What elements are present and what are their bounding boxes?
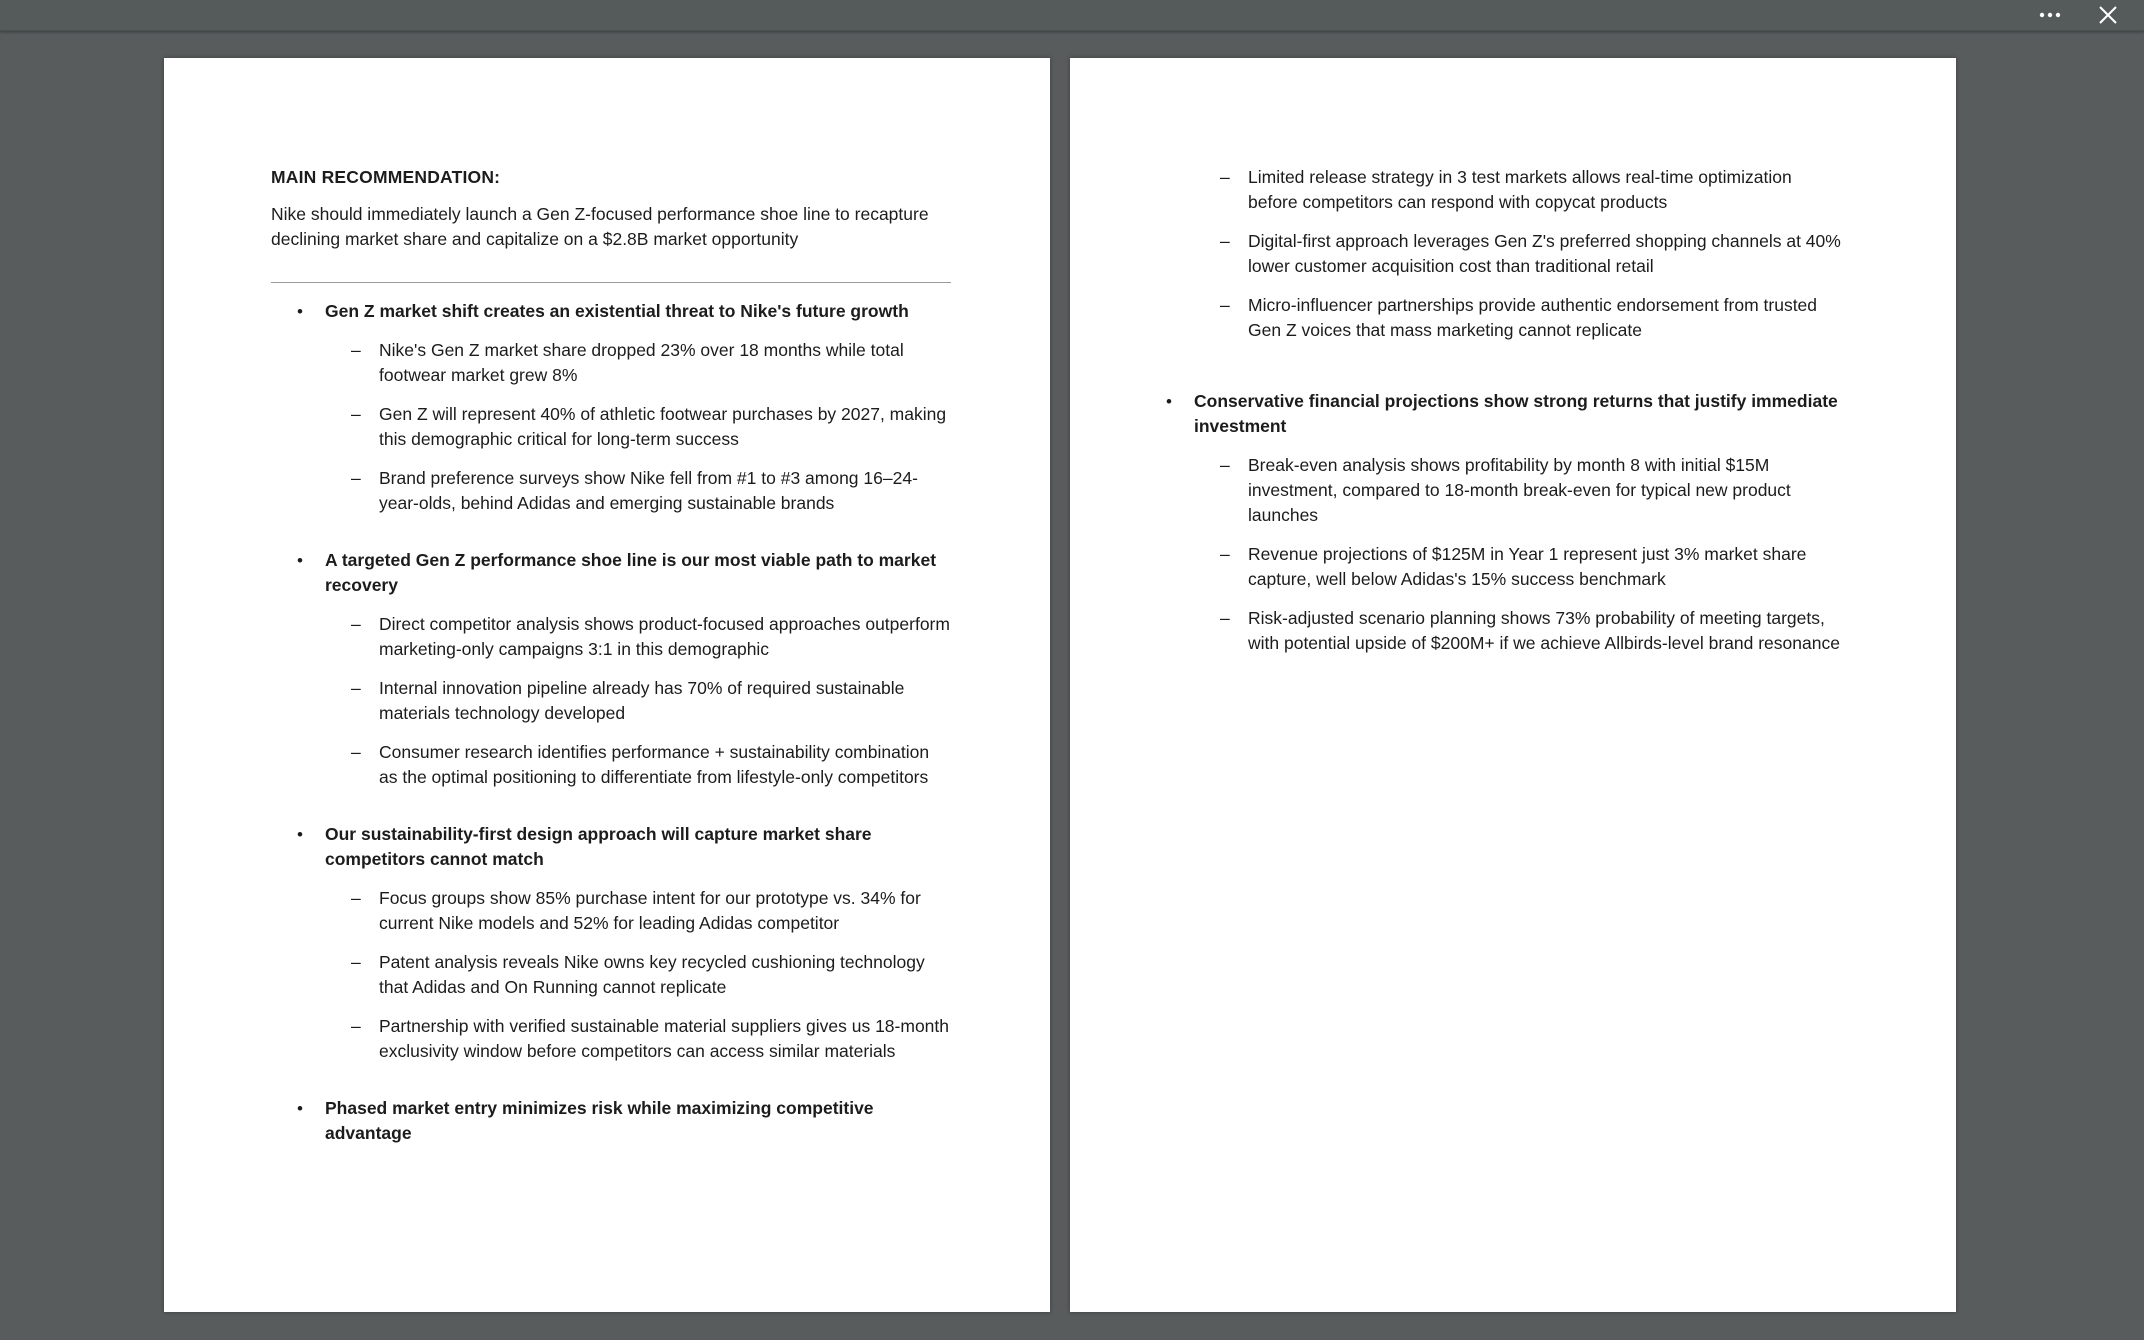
close-button[interactable] <box>2096 3 2120 27</box>
supporting-point-text: Focus groups show 85% purchase intent for our prototype vs. 34% for current Nike models and 52% for leading Adidas competitor <box>379 888 921 933</box>
bullet-icon: • <box>1166 392 1172 411</box>
supporting-point <box>1194 606 1844 656</box>
dash-icon: – <box>351 952 361 972</box>
supporting-point <box>325 676 951 726</box>
viewer-toolbar <box>0 0 2144 31</box>
supporting-point-text: Brand preference surveys show Nike fell from #1 to #3 among 16–24-year-olds, behind Adidas and emerging sustainable brands <box>379 468 918 513</box>
key-points-list <box>271 299 951 1146</box>
dash-icon: – <box>351 340 361 360</box>
key-point-title: Conservative financial projections show strong returns that justify immediate investment <box>1194 391 1838 436</box>
dash-icon: – <box>351 888 361 908</box>
dash-icon: – <box>351 614 361 634</box>
dash-icon: – <box>1220 455 1230 475</box>
key-point <box>271 822 951 1064</box>
supporting-point-text: Internal innovation pipeline already has 70% of required sustainable materials technology developed <box>379 678 905 723</box>
key-point-title: Gen Z market shift creates an existential threat to Nike's future growth <box>325 301 909 321</box>
dash-icon: – <box>351 678 361 698</box>
supporting-point-text: Patent analysis reveals Nike owns key recycled cushioning technology that Adidas and On Running cannot replicate <box>379 952 925 997</box>
key-point-title: Phased market entry minimizes risk while maximizing competitive advantage <box>325 1098 874 1143</box>
supporting-point <box>325 950 951 1000</box>
main-recommendation-heading: MAIN RECOMMENDATION: <box>271 167 501 187</box>
dash-icon: – <box>351 404 361 424</box>
page-content <box>1166 165 1844 688</box>
dash-icon: – <box>351 742 361 762</box>
dash-icon: – <box>351 468 361 488</box>
supporting-point-text: Revenue projections of $125M in Year 1 represent just 3% market share capture, well below Adidas's 15% success benchmark <box>1248 544 1807 589</box>
key-point-title: A targeted Gen Z performance shoe line is our most viable path to market recovery <box>325 550 937 595</box>
dash-icon: – <box>1220 231 1230 251</box>
supporting-points-list <box>325 338 951 516</box>
supporting-point <box>1194 542 1844 592</box>
more-horizontal-icon <box>2036 4 2064 26</box>
bullet-icon: • <box>297 1099 303 1118</box>
supporting-point <box>325 1014 951 1064</box>
supporting-points-list <box>1194 453 1844 656</box>
supporting-point <box>325 740 951 790</box>
dash-icon: – <box>1220 608 1230 628</box>
supporting-point <box>325 612 951 662</box>
supporting-point <box>1194 165 1844 215</box>
bullet-icon: • <box>297 302 303 321</box>
key-point <box>271 548 951 790</box>
dash-icon: – <box>1220 544 1230 564</box>
supporting-points-list <box>325 612 951 790</box>
key-point <box>271 1096 951 1146</box>
supporting-point-text: Nike's Gen Z market share dropped 23% over 18 months while total footwear market grew 8% <box>379 340 904 385</box>
supporting-points-list <box>325 886 951 1064</box>
key-point <box>1166 389 1844 656</box>
bullet-icon: • <box>297 825 303 844</box>
document-page-left[interactable] <box>164 58 1050 1312</box>
supporting-point <box>325 886 951 936</box>
supporting-point <box>325 466 951 516</box>
supporting-point-text: Break-even analysis shows profitability by month 8 with initial $15M investment, compared to 18-month break-even for typical new product launches <box>1248 455 1791 525</box>
page-content <box>271 165 951 1178</box>
supporting-point-text: Limited release strategy in 3 test markets allows real-time optimization before competitors can respond with copycat products <box>1248 167 1792 212</box>
supporting-point-text: Consumer research identifies performance + sustainability combination as the optimal positioning to differentiate from lifestyle-only competitors <box>379 742 930 787</box>
supporting-point-text: Micro-influencer partnerships provide authentic endorsement from trusted Gen Z voices that mass marketing cannot replicate <box>1248 295 1818 340</box>
supporting-point <box>1194 229 1844 279</box>
key-point-title: Our sustainability-first design approach will capture market share competitors cannot match <box>325 824 872 869</box>
dash-icon: – <box>1220 167 1230 187</box>
dash-icon: – <box>1220 295 1230 315</box>
supporting-point-text: Digital-first approach leverages Gen Z's preferred shopping channels at 40% lower customer acquisition cost than traditional retail <box>1248 231 1841 276</box>
more-options-button[interactable] <box>2036 4 2064 26</box>
divider <box>271 282 951 283</box>
supporting-point-text: Direct competitor analysis shows product-focused approaches outperform marketing-only campaigns 3:1 in this demographic <box>379 614 950 659</box>
supporting-point <box>325 402 951 452</box>
dash-icon: – <box>351 1016 361 1036</box>
supporting-point <box>325 338 951 388</box>
supporting-point <box>1194 453 1844 528</box>
supporting-point-text: Gen Z will represent 40% of athletic footwear purchases by 2027, making this demographic critical for long-term success <box>379 404 947 449</box>
supporting-point <box>1194 293 1844 343</box>
close-icon <box>2096 3 2120 27</box>
supporting-point-text: Partnership with verified sustainable material suppliers gives us 18-month exclusivity window before competitors can access similar materials <box>379 1016 949 1061</box>
key-point <box>271 299 951 516</box>
supporting-point-text: Risk-adjusted scenario planning shows 73% probability of meeting targets, with potential upside of $200M+ if we achieve Allbirds-level brand resonance <box>1248 608 1840 653</box>
document-page-right[interactable] <box>1070 58 1956 1312</box>
main-recommendation-summary: Nike should immediately launch a Gen Z-focused performance shoe line to recapture declining market share and capitalize on a $2.8B market opportunity <box>271 204 929 249</box>
key-points-list <box>1166 389 1844 656</box>
continued-supporting-points-list <box>1194 165 1844 343</box>
bullet-icon: • <box>297 551 303 570</box>
